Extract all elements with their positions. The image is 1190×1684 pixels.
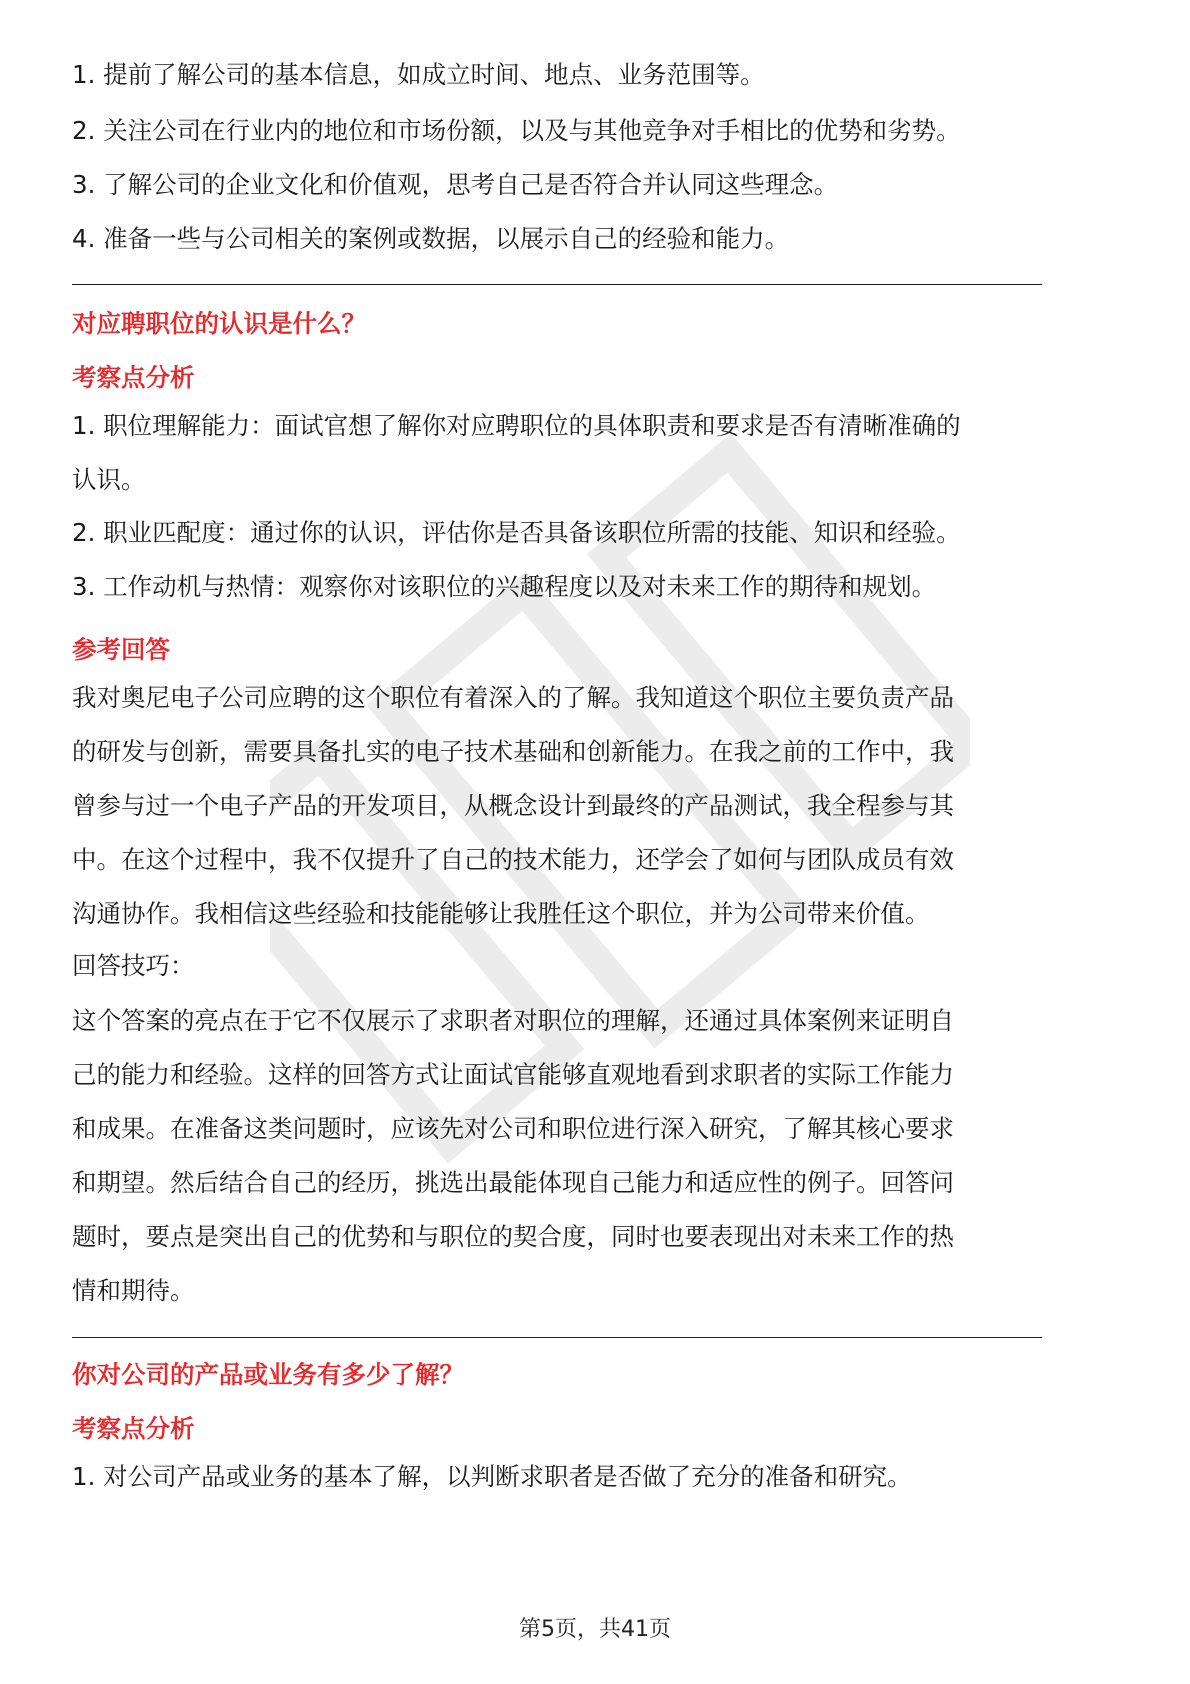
- analysis-line: 1. 对公司产品或业务的基本了解，以判断求职者是否做了充分的准备和研究。: [72, 1462, 912, 1491]
- page-footer: 第5页，共41页: [519, 1617, 671, 1642]
- answer-line: 中。在这个过程中，我不仅提升了自己的技术能力，还学会了如何与团队成员有效: [72, 845, 954, 874]
- analysis-heading: 考察点分析: [72, 1414, 195, 1443]
- analysis-heading: 考察点分析: [72, 363, 195, 392]
- answer-line: 曾参与过一个电子产品的开发项目，从概念设计到最终的产品测试，我全程参与其: [72, 791, 954, 820]
- answer-line: 沟通协作。我相信这些经验和技能能够让我胜任这个职位，并为公司带来价值。: [72, 899, 930, 928]
- question-title: 你对公司的产品或业务有多少了解？: [72, 1360, 464, 1389]
- list-item: 4. 准备一些与公司相关的案例或数据，以展示自己的经验和能力。: [72, 224, 790, 253]
- section-divider: [72, 1337, 1042, 1338]
- list-item: 3. 了解公司的企业文化和价值观，思考自己是否符合并认同这些理念。: [72, 170, 839, 199]
- answer-line: 的研发与创新，需要具备扎实的电子技术基础和创新能力。在我之前的工作中，我: [72, 737, 954, 766]
- analysis-line: 1. 职位理解能力：面试官想了解你对应聘职位的具体职责和要求是否有清晰准确的: [72, 411, 961, 440]
- tips-line: 题时，要点是突出自己的优势和与职位的契合度，同时也要表现出对未来工作的热: [72, 1222, 954, 1251]
- tips-line: 和期望。然后结合自己的经历，挑选出最能体现自己能力和适应性的例子。回答问: [72, 1168, 954, 1197]
- tips-line: 己的能力和经验。这样的回答方式让面试官能够直观地看到求职者的实际工作能力: [72, 1060, 954, 1089]
- tips-line: 情和期待。: [72, 1276, 195, 1305]
- analysis-line: 2. 职业匹配度：通过你的认识，评估你是否具备该职位所需的技能、知识和经验。: [72, 518, 961, 547]
- tips-heading: 回答技巧：: [72, 951, 195, 980]
- answer-heading: 参考回答: [72, 635, 170, 664]
- list-item: 1. 提前了解公司的基本信息，如成立时间、地点、业务范围等。: [72, 60, 765, 89]
- question-title: 对应聘职位的认识是什么？: [72, 309, 366, 338]
- analysis-line: 3. 工作动机与热情：观察你对该职位的兴趣程度以及对未来工作的期待和规划。: [72, 572, 937, 601]
- list-item: 2. 关注公司在行业内的地位和市场份额，以及与其他竞争对手相比的优势和劣势。: [72, 116, 961, 145]
- tips-line: 和成果。在准备这类问题时，应该先对公司和职位进行深入研究，了解其核心要求: [72, 1114, 954, 1143]
- section-divider: [72, 284, 1042, 285]
- analysis-line: 认识。: [72, 465, 146, 494]
- tips-line: 这个答案的亮点在于它不仅展示了求职者对职位的理解，还通过具体案例来证明自: [72, 1006, 954, 1035]
- answer-line: 我对奥尼电子公司应聘的这个职位有着深入的了解。我知道这个职位主要负责产品: [72, 683, 954, 712]
